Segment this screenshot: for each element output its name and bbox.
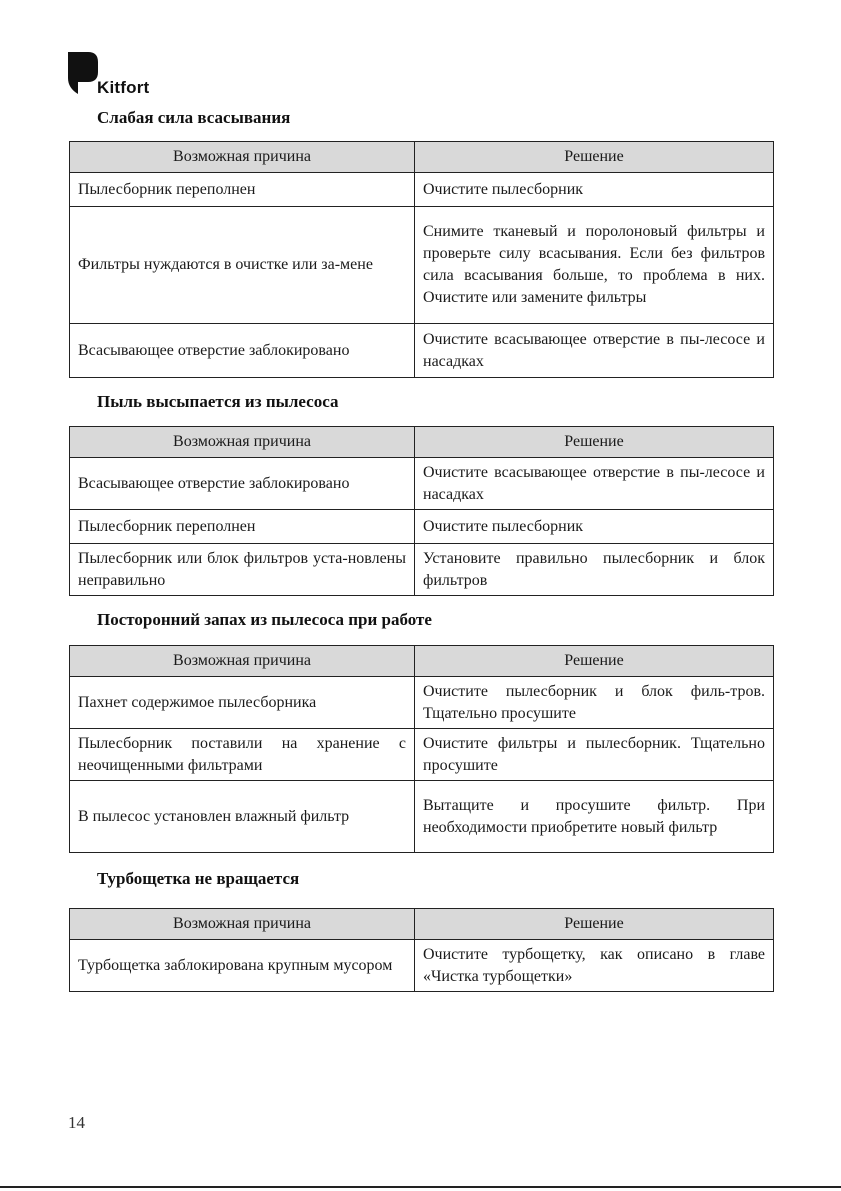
troubleshooting-table (69, 908, 774, 992)
section-title: Пыль высыпается из пылесоса (97, 392, 339, 411)
column-header-cause: Возможная причина (70, 646, 415, 677)
table-row (70, 729, 774, 781)
cause-cell: Пахнет содержимое пылесборника (70, 677, 415, 729)
table-header-row (70, 142, 774, 173)
table-row (70, 677, 774, 729)
solution-cell: Вытащите и просушите фильтр. При необходимости приобретите новый фильтр (415, 781, 774, 853)
cause-cell: Пылесборник поставили на хранение с неочищенными фильтрами (70, 729, 415, 781)
table-row (70, 324, 774, 378)
table-header-row (70, 427, 774, 458)
cause-cell: Всасывающее отверстие заблокировано (70, 458, 415, 510)
cause-cell: В пылесос установлен влажный фильтр (70, 781, 415, 853)
column-header-solution: Решение (415, 142, 774, 173)
solution-cell: Очистите турбощетку, как описано в главе «Чистка турбощетки» (415, 940, 774, 992)
solution-cell: Очистите всасывающее отверстие в пы-лесосе и насадках (415, 324, 774, 378)
table-header-row (70, 646, 774, 677)
section-title: Посторонний запах из пылесоса при работе (97, 610, 432, 629)
troubleshooting-table (69, 426, 774, 596)
column-header-cause: Возможная причина (70, 427, 415, 458)
solution-cell: Очистите всасывающее отверстие в пы-лесосе и насадках (415, 458, 774, 510)
cause-cell: Фильтры нуждаются в очистке или за-мене (70, 207, 415, 324)
solution-cell: Очистите пылесборник и блок филь-тров. Тщательно просушите (415, 677, 774, 729)
solution-cell: Очистите пылесборник (415, 173, 774, 207)
cause-cell: Пылесборник переполнен (70, 173, 415, 207)
solution-cell: Установите правильно пылесборник и блок фильтров (415, 544, 774, 596)
kitfort-logo-icon (68, 52, 98, 94)
table-row (70, 207, 774, 324)
troubleshooting-table (69, 645, 774, 853)
table-row (70, 544, 774, 596)
table-row (70, 781, 774, 853)
table-header-row (70, 909, 774, 940)
table-row (70, 173, 774, 207)
column-header-cause: Возможная причина (70, 909, 415, 940)
table-row (70, 458, 774, 510)
table-row (70, 510, 774, 544)
troubleshooting-table (69, 141, 774, 378)
solution-cell: Очистите пылесборник (415, 510, 774, 544)
section-title: Слабая сила всасывания (97, 108, 291, 127)
cause-cell: Пылесборник переполнен (70, 510, 415, 544)
cause-cell: Турбощетка заблокирована крупным мусором (70, 940, 415, 992)
column-header-solution: Решение (415, 909, 774, 940)
solution-cell: Снимите тканевый и поролоновый фильтры и проверьте силу всасывания. Если без фильтров сила всасывания больше, то проблема в них. Очистите или замените фильтры (415, 207, 774, 324)
column-header-cause: Возможная причина (70, 142, 415, 173)
solution-cell: Очистите фильтры и пылесборник. Тщательно просушите (415, 729, 774, 781)
column-header-solution: Решение (415, 427, 774, 458)
page-number: 14 (68, 1113, 85, 1132)
kitfort-logo (68, 52, 178, 100)
cause-cell: Пылесборник или блок фильтров уста-новлены неправильно (70, 544, 415, 596)
page-bottom-rule (0, 1186, 841, 1188)
brand-name: Kitfort (97, 78, 150, 97)
column-header-solution: Решение (415, 646, 774, 677)
section-title: Турбощетка не вращается (97, 869, 300, 888)
table-row (70, 940, 774, 992)
cause-cell: Всасывающее отверстие заблокировано (70, 324, 415, 378)
